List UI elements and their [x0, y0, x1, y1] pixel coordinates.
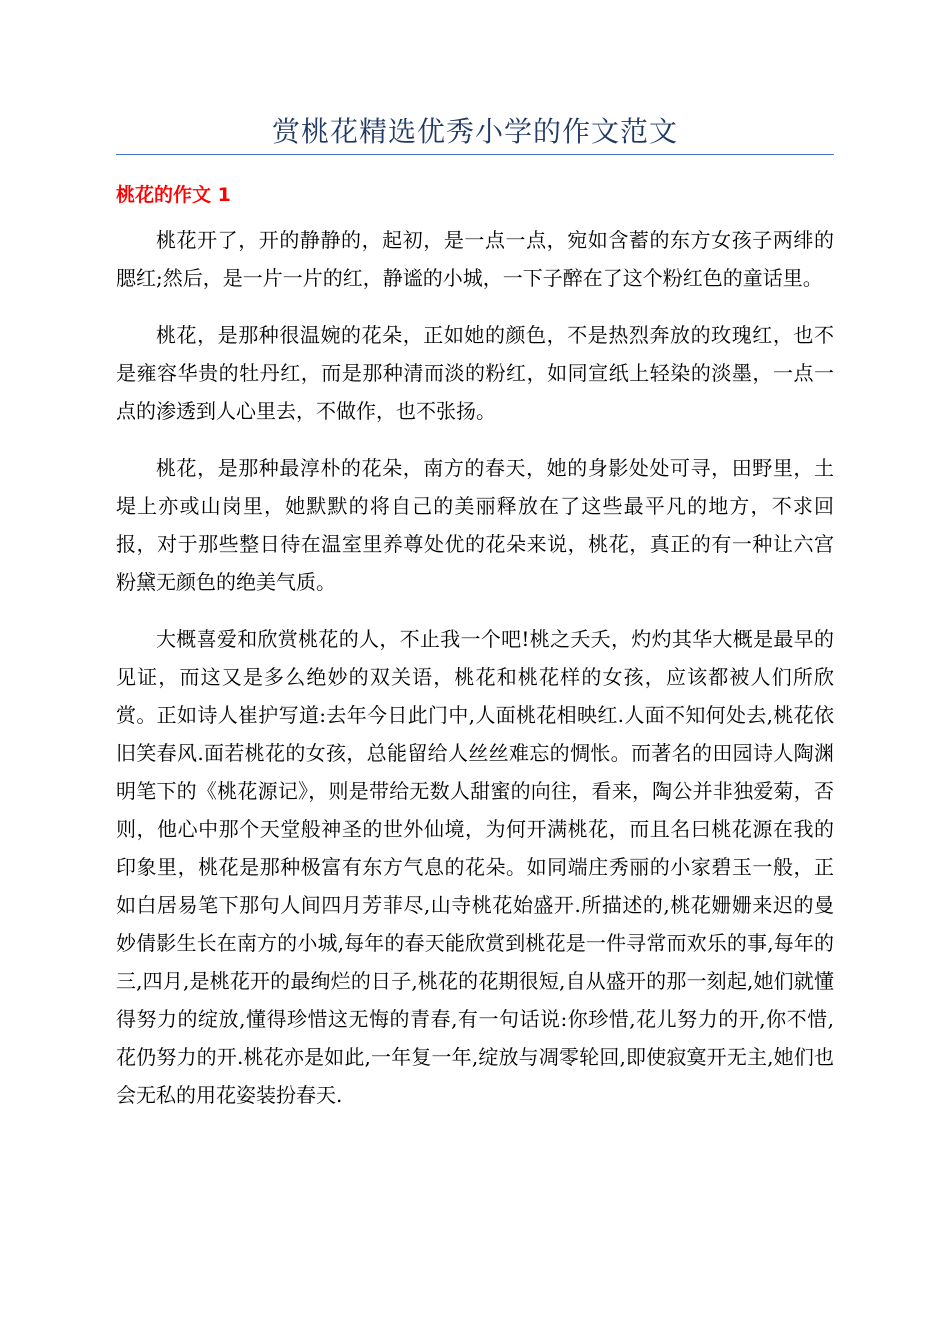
paragraph-4: 大概喜爱和欣赏桃花的人，不止我一个吧!桃之夭夭，灼灼其华大概是最早的见证，而这又是多么绝妙的双关语，桃花和桃花样的女孩，应该都被人们所欣赏。正如诗人崔护写道:去年今日此门中,人面桃花相映红.人面不知何处去,桃花依旧笑春风.面若桃花的女孩，总能留给人丝丝难忘的惆怅。而著名的田园诗人陶渊明笔下的《桃花源记》，则是带给无数人甜蜜的向往，看来，陶公并非独爱菊，否则，他心中那个天堂般神圣的世外仙境，为何开满桃花，而且名曰桃花源在我的印象里，桃花是那种极富有东方气息的花朵。如同端庄秀丽的小家碧玉一般，正如白居易笔下那句人间四月芳菲尽,山寺桃花始盛开.所描述的,桃花姗姗来迟的曼妙倩影生长在南方的小城,每年的春天能欣赏到桃花是一件寻常而欢乐的事,每年的三,四月,是桃花开的最绚烂的日子,桃花的花期很短,自从盛开的那一刻起,她们就懂得努力的绽放,懂得珍惜这无悔的青春,有一句话说:你珍惜,花儿努力的开,你不惜,花仍努力的开.桃花亦是如此,一年复一年,绽放与凋零轮回,即使寂寞开无主,她们也会无私的用花姿装扮春天. [116, 627, 834, 1107]
paragraph-3: 桃花，是那种最淳朴的花朵，南方的春天，她的身影处处可寻，田野里，土堤上亦或山岗里，她默默的将自己的美丽释放在了这些最平凡的地方，不求回报，对于那些整日待在温室里养尊处优的花朵来说，桃花，真正的有一种让六宫粉黛无颜色的绝美气质。 [116, 456, 834, 594]
section-heading: 桃花的作文 1 [116, 184, 231, 206]
paragraph-1: 桃花开了，开的静静的，起初，是一点一点，宛如含蓄的东方女孩子两绯的腮红;然后，是一片一片的红，静谧的小城，一下子醉在了这个粉红色的童话里。 [116, 228, 834, 290]
article-body [116, 221, 834, 1133]
title-underline [116, 154, 834, 155]
paragraph-2: 桃花，是那种很温婉的花朵，正如她的颜色，不是热烈奔放的玫瑰红，也不是雍容华贵的牡丹红，而是那种清而淡的粉红，如同宣纸上轻染的淡墨，一点一点的渗透到人心里去，不做作，也不张扬。 [116, 323, 834, 423]
page-title: 赏桃花精选优秀小学的作文范文 [271, 115, 678, 148]
